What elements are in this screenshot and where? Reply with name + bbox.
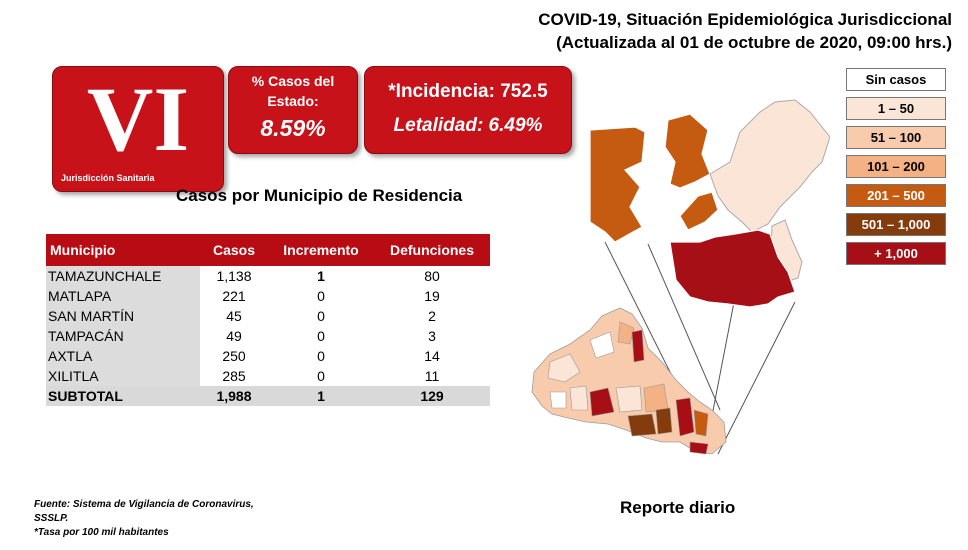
map-region-tampacan: [710, 100, 830, 232]
map-legend: [846, 68, 946, 271]
legend-item: 51 – 100: [846, 126, 946, 149]
col-header-defunciones: Defunciones: [374, 234, 490, 266]
cell-defunciones: 3: [428, 328, 436, 344]
map-municipio: [616, 386, 642, 412]
source-footnote: [34, 498, 254, 540]
cell-casos: 1,138: [216, 268, 252, 284]
table-row: [46, 286, 490, 306]
map-municipio: [644, 384, 668, 412]
map-municipio: [570, 386, 588, 410]
daily-report-label: Reporte diario: [620, 498, 736, 517]
cell-municipio: TAMPACÁN: [46, 326, 200, 346]
cell-casos: 45: [226, 308, 242, 324]
state-cases-percent-box: [228, 66, 358, 154]
map-municipio: [632, 330, 644, 362]
table-title: Casos por Municipio de Residencia: [176, 186, 463, 205]
cell-defunciones: 19: [424, 288, 440, 304]
subtotal-row: [46, 386, 490, 406]
state-cases-percent-label: % Casos del Estado:: [251, 73, 335, 109]
map-municipio: [656, 408, 672, 434]
map-municipio: [628, 414, 656, 436]
col-header-casos: Casos: [200, 234, 268, 266]
table-row: [46, 326, 490, 346]
map-municipio: [694, 410, 708, 436]
table-row: [46, 366, 490, 386]
cell-incremento: 0: [317, 368, 325, 384]
cell-incremento: 0: [317, 348, 325, 364]
incidence-text: *Incidencia: 752.5: [388, 81, 548, 102]
table-row: [46, 266, 490, 286]
map-region-axtla: [665, 114, 710, 188]
source-line-2: SSSLP.: [34, 513, 69, 524]
table-row: [46, 346, 490, 366]
jurisdiction-label: Jurisdicción Sanitaria: [61, 173, 155, 183]
legend-item: Sin casos: [846, 68, 946, 91]
cell-subtotal-defunciones: 129: [374, 386, 490, 406]
cell-subtotal-label: SUBTOTAL: [46, 386, 200, 406]
title-line-2: (Actualizada al 01 de octubre de 2020, 09:00 hrs.): [556, 33, 952, 52]
cell-defunciones: 80: [424, 268, 440, 284]
legend-item: + 1,000: [846, 242, 946, 265]
cell-incremento: 0: [317, 308, 325, 324]
cell-municipio: MATLAPA: [46, 286, 200, 306]
cell-municipio: AXTLA: [46, 346, 200, 366]
cell-casos: 49: [226, 328, 242, 344]
table-row: [46, 306, 490, 326]
source-line-1: Fuente: Sistema de Vigilancia de Coronavirus,: [34, 499, 254, 510]
map-region-xilitla: [590, 127, 645, 242]
cell-defunciones: 14: [424, 348, 440, 364]
cell-defunciones: 11: [424, 368, 440, 384]
title-line-1: COVID-19, Situación Epidemiológica Jurisdiccional: [538, 10, 952, 29]
cell-subtotal-incremento: 1: [268, 386, 374, 406]
col-header-incremento: Incremento: [268, 234, 374, 266]
map-municipio: [550, 392, 566, 408]
map-municipio: [690, 442, 708, 454]
map-region-matlapa: [680, 192, 718, 230]
cell-subtotal-casos: 1,988: [200, 386, 268, 406]
table-header-row: [46, 234, 490, 266]
cell-incremento: 1: [317, 268, 325, 284]
legend-item: 201 – 500: [846, 184, 946, 207]
state-cases-percent-value: 8.59%: [260, 115, 326, 141]
legend-item: 1 – 50: [846, 97, 946, 120]
jurisdiction-badge: [52, 66, 224, 192]
lethality-text: Letalidad: 6.49%: [393, 115, 543, 136]
cell-municipio: TAMAZUNCHALE: [46, 266, 200, 286]
legend-item: 101 – 200: [846, 155, 946, 178]
cell-incremento: 0: [317, 288, 325, 304]
jurisdiction-map: [530, 92, 830, 472]
cell-municipio: SAN MARTÍN: [46, 306, 200, 326]
cell-incremento: 0: [317, 328, 325, 344]
legend-item: 501 – 1,000: [846, 213, 946, 236]
rate-note: *Tasa por 100 mil habitantes: [34, 527, 169, 538]
cell-municipio: XILITLA: [46, 366, 200, 386]
cell-casos: 221: [222, 288, 246, 304]
cell-casos: 285: [222, 368, 246, 384]
cell-defunciones: 2: [428, 308, 436, 324]
jurisdiction-number: VI: [86, 68, 190, 170]
cases-table: [46, 234, 490, 406]
col-header-municipio: Municipio: [46, 234, 200, 266]
report-title: [538, 8, 952, 54]
cell-casos: 250: [222, 348, 246, 364]
